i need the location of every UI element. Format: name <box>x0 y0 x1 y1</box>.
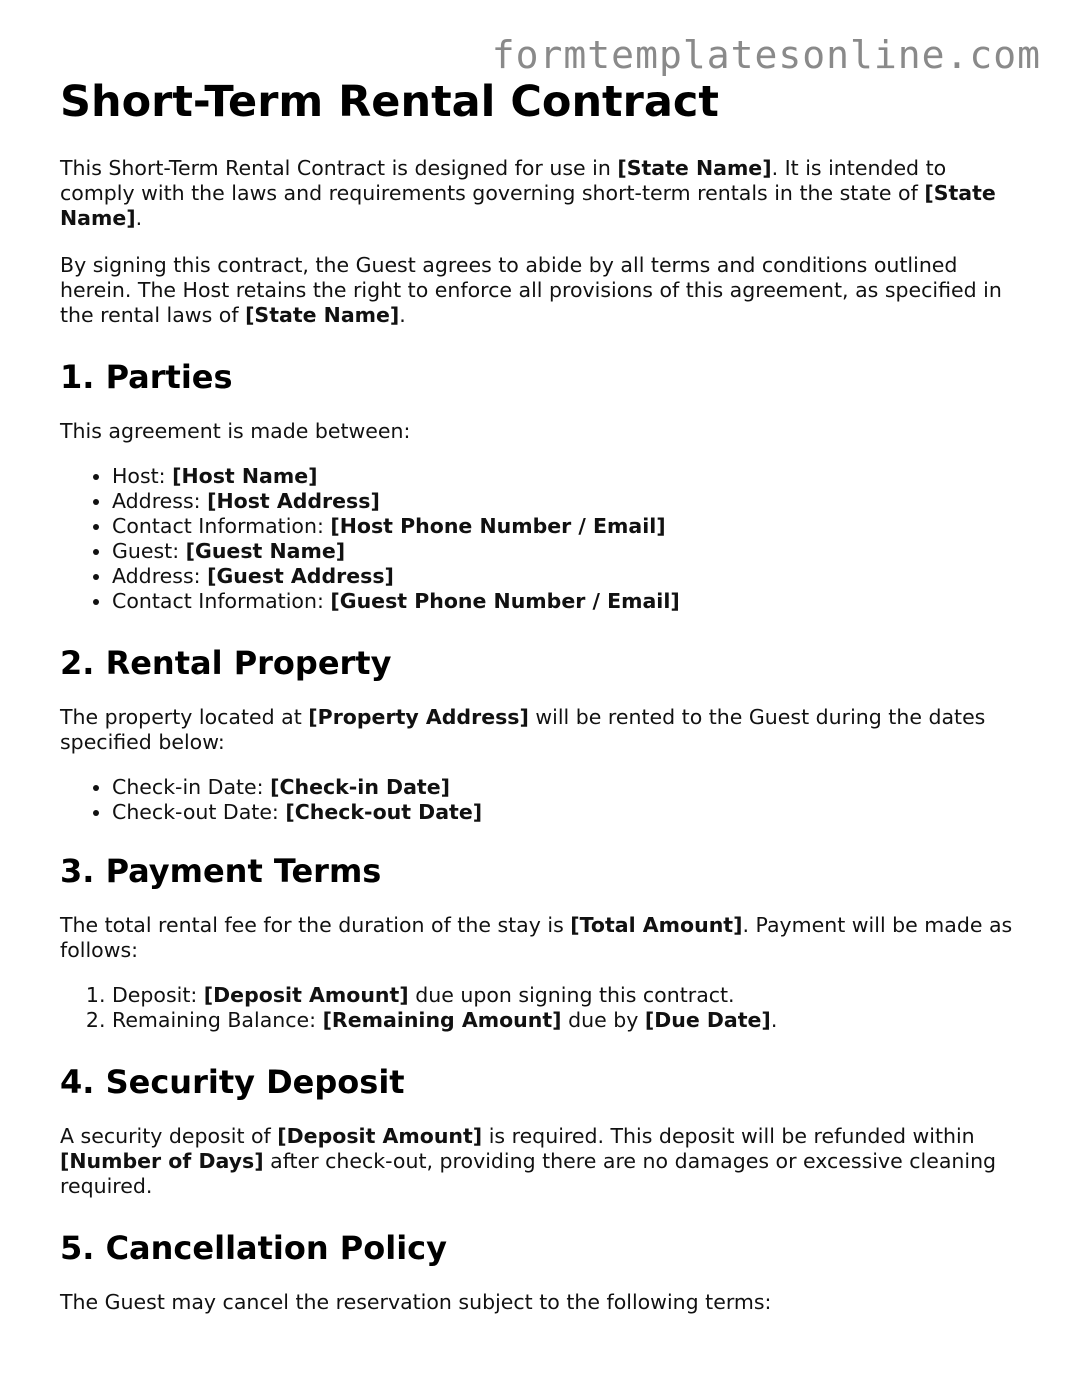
section-heading-payment-terms: 3. Payment Terms <box>60 852 382 890</box>
list-item: 1. Deposit: [Deposit Amount] due upon signing this contract. <box>112 983 1020 1008</box>
security-text: A security deposit of [Deposit Amount] is required. This deposit will be refunded within [Number of Days] after check-out, providing there are no damages or excessive cleaning required. <box>60 1124 997 1198</box>
property-text: The property located at [Property Address] will be rented to the Guest during the dates specified below: <box>60 705 986 754</box>
list-item: • Contact Information: [Guest Phone Number / Email] <box>112 589 1020 614</box>
list-item: • Check-in Date: [Check-in Date] <box>112 775 1020 800</box>
list-item: • Host: [Host Name] <box>112 464 1020 489</box>
parties-text: This agreement is made between: <box>60 419 411 443</box>
section-heading-cancellation-policy: 5. Cancellation Policy <box>60 1229 447 1267</box>
page-title: Short-Term Rental Contract <box>60 77 719 127</box>
list-item: 2. Remaining Balance: [Remaining Amount] due by [Due Date]. <box>112 1008 1020 1033</box>
section-heading-parties: 1. Parties <box>60 358 233 396</box>
section-heading-rental-property: 2. Rental Property <box>60 644 392 682</box>
intro-paragraph-2: By signing this contract, the Guest agrees to abide by all terms and conditions outlined herein. The Host retains the right to enforce all provisions of this agreement, as specified in the rental laws of [State Name]. <box>60 253 1002 327</box>
intro-paragraph-1: This Short-Term Rental Contract is designed for use in [State Name]. It is intended to comply with the laws and requirements governing short-term rentals in the state of [State Name]. <box>60 156 996 230</box>
payment-text: The total rental fee for the duration of the stay is [Total Amount]. Payment will be made as follows: <box>60 913 1013 962</box>
list-item: • Check-out Date: [Check-out Date] <box>112 800 1020 825</box>
section-heading-security-deposit: 4. Security Deposit <box>60 1063 405 1101</box>
payment-list <box>60 983 1020 1033</box>
parties-list <box>60 464 1020 614</box>
list-item: • Contact Information: [Host Phone Number / Email] <box>112 514 1020 539</box>
property-dates-list <box>60 775 1020 825</box>
list-item: • Guest: [Guest Name] <box>112 539 1020 564</box>
list-item: • Address: [Host Address] <box>112 489 1020 514</box>
cancellation-text: The Guest may cancel the reservation subject to the following terms: <box>60 1290 772 1314</box>
watermark: formtemplatesonline.com <box>491 33 1041 77</box>
document-page <box>60 78 1020 1315</box>
list-item: • Address: [Guest Address] <box>112 564 1020 589</box>
